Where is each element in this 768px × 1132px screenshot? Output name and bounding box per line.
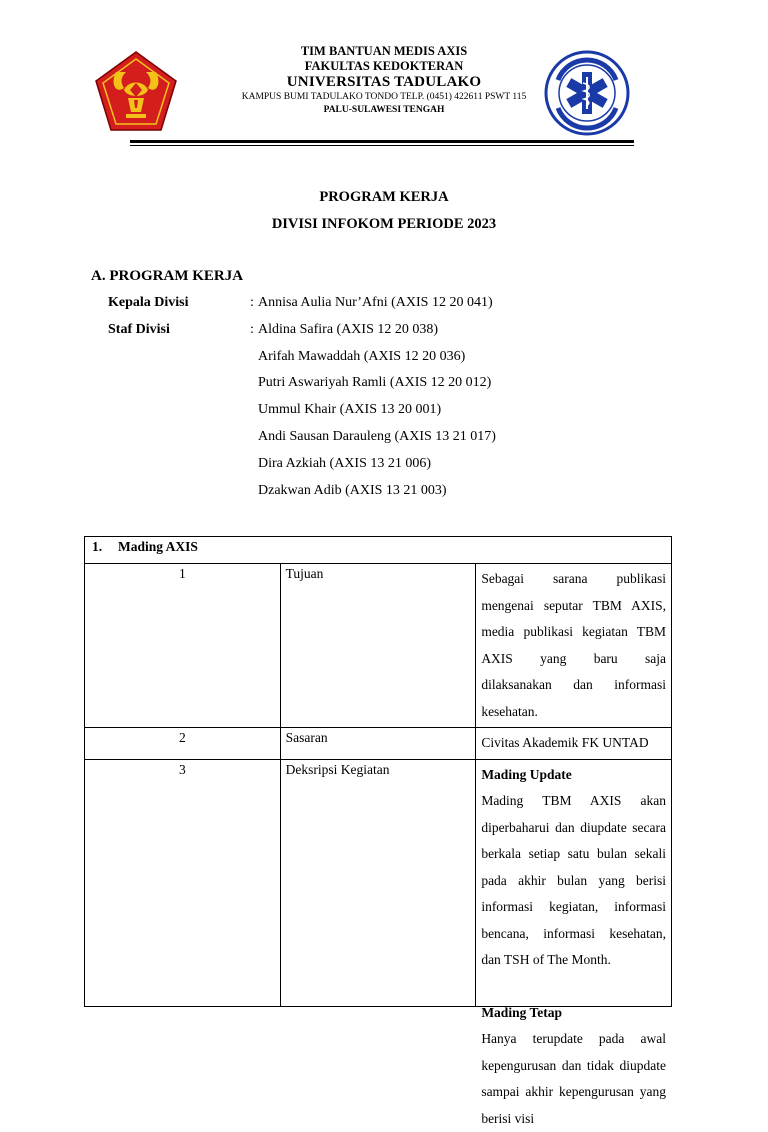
staff-label: Staf Divisi bbox=[108, 322, 170, 337]
staff-member: Andi Sausan Darauleng (AXIS 13 21 017) bbox=[258, 429, 496, 444]
colon: : bbox=[250, 322, 254, 337]
table-row bbox=[85, 728, 672, 760]
staff-member: Putri Aswariyah Ramli (AXIS 12 20 012) bbox=[258, 375, 492, 390]
table-row bbox=[85, 564, 672, 728]
staff-member: Ummul Khair (AXIS 13 20 001) bbox=[258, 402, 442, 417]
table-row bbox=[85, 759, 672, 1006]
mading-update-text: Mading TBM AXIS akan diperbaharui dan diupdate secara berkala setiap satu bulan sekali pada akhir bulan yang berisi informasi kegiatan, informasi bencana, informasi kesehatan, dan TSH of The Month. bbox=[481, 793, 666, 967]
row-label: Deksripsi Kegiatan bbox=[280, 759, 476, 1006]
tbm-axis-logo bbox=[544, 50, 630, 136]
subheading-mading-update: Mading Update bbox=[481, 766, 572, 782]
row-number: 1 bbox=[85, 564, 281, 728]
program-title: Mading AXIS bbox=[118, 539, 198, 554]
row-number: 2 bbox=[85, 728, 281, 760]
head-name: Annisa Aulia Nur’Afni (AXIS 12 20 041) bbox=[258, 295, 493, 310]
letterhead-rule-thick bbox=[130, 140, 634, 143]
subheading-mading-tetap: Mading Tetap bbox=[481, 1004, 562, 1020]
staff-member: Aldina Safira (AXIS 12 20 038) bbox=[258, 322, 439, 337]
letterhead bbox=[190, 44, 578, 117]
staff-member: Dira Azkiah (AXIS 13 21 006) bbox=[258, 456, 432, 471]
colon: : bbox=[250, 295, 254, 310]
address: KAMPUS BUMI TADULAKO TONDO TELP. (0451) 422611 PSWT 115 bbox=[241, 92, 527, 102]
row-label: Tujuan bbox=[280, 564, 476, 728]
document-subtitle: DIVISI INFOKOM PERIODE 2023 bbox=[271, 216, 497, 232]
mading-tetap-text: Hanya terupdate pada awal kepengurusan dan tidak diupdate sampai akhir kepengurusan yang berisi visi bbox=[481, 1031, 666, 1126]
document-title: PROGRAM KERJA bbox=[319, 189, 449, 205]
letterhead-rule-thin bbox=[130, 145, 634, 146]
staff-member: Arifah Mawaddah (AXIS 12 20 036) bbox=[258, 349, 466, 364]
row-number: 3 bbox=[85, 759, 281, 1006]
row-label: Sasaran bbox=[280, 728, 476, 760]
university-logo bbox=[94, 50, 178, 134]
head-label: Kepala Divisi bbox=[108, 295, 189, 310]
program-number: 1. bbox=[92, 539, 103, 554]
org-name: TIM BANTUAN MEDIS AXIS bbox=[300, 44, 468, 58]
row-description-cell bbox=[476, 759, 672, 1126]
section-heading: A. PROGRAM KERJA bbox=[91, 268, 244, 284]
university-name: UNIVERSITAS TADULAKO bbox=[286, 74, 482, 90]
city: PALU-SULAWESI TENGAH bbox=[323, 105, 445, 115]
staff-member: Dzakwan Adib (AXIS 13 21 003) bbox=[258, 483, 447, 498]
program-table bbox=[84, 536, 672, 1126]
row-value: Civitas Akademik FK UNTAD bbox=[476, 728, 672, 760]
table-header-row bbox=[85, 537, 672, 564]
table-title-cell bbox=[85, 537, 672, 564]
faculty-name: FAKULTAS KEDOKTERAN bbox=[304, 59, 464, 73]
row-value: Sebagai sarana publikasi mengenai seputar TBM AXIS, media publikasi kegiatan TBM AXIS yang baru saja dilaksanakan dan informasi kesehatan. bbox=[476, 564, 672, 728]
